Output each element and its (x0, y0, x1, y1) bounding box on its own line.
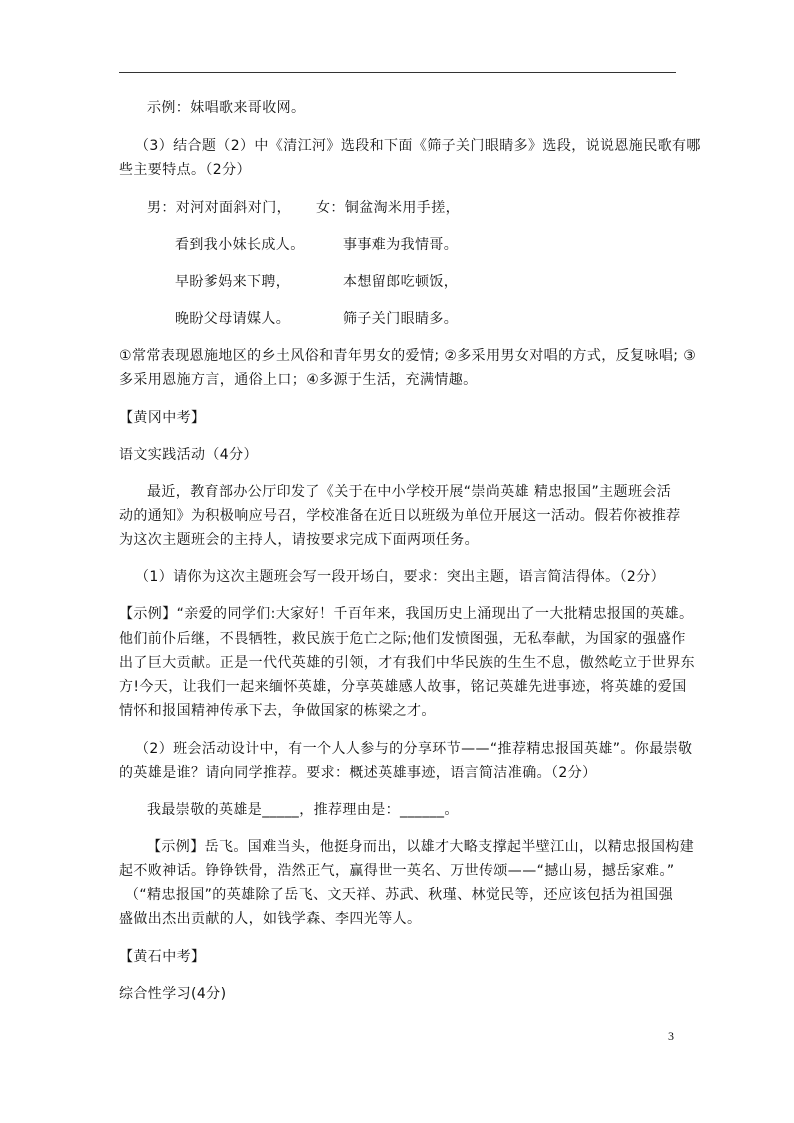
text-line: 的英雄是谁？请向同学推荐。要求：概述英雄事迹，语言简洁准确。（2分） (119, 765, 597, 781)
text-line: 综合性学习(4分) (119, 986, 227, 1002)
text-line: 多采用恩施方言，通俗上口；④多源于生活，充满情趣。 (119, 372, 478, 388)
poem-line-female: 筛子关门眼睛多。 (343, 311, 459, 327)
text-line: 【示例】“亲爱的同学们:大家好！千百年来，我国历史上涌现出了一大批精忠报国的英雄。 (119, 606, 694, 622)
text-line: 起不败神话。铮铮铁骨，浩然正气，赢得世一英名、万世传颂——“撼山易，撼岳家难。” (119, 863, 675, 879)
text-line: 盛做出杰出贡献的人，如钱学森、李四光等人。 (119, 911, 422, 927)
text-line: 【示例】岳飞。国难当头，他挺身而出，以雄才大略支撑起半壁江山，以精忠报国构建 (147, 839, 695, 855)
text-line: 情怀和报国精神传承下去，争做国家的栋梁之才。 (119, 703, 436, 719)
section-heading: 【黄石中考】 (119, 949, 206, 965)
poem-line-female: 本想留郎吃顿饭， (343, 274, 459, 290)
text-line: （2）班会活动设计中，有一个人人参与的分享环节——“推荐精忠报国英雄”。你最崇敬 (135, 741, 693, 757)
text-line: ①常常表现恩施地区的乡土风俗和青年男女的爱情; ②多采用男女对唱的方式，反复咏唱; ③ (119, 348, 697, 364)
text-line: 他们前仆后继，不畏牺牲，救民族于危亡之际;他们发愤图强，无私奉献，为国家的强盛作 (119, 631, 686, 647)
text-line: 出了巨大贡献。正是一代代英雄的引领，才有我们中华民族的生生不息，傲然屹立于世界东 (119, 655, 695, 671)
poem-line-male: 晚盼父母请媒人。 (175, 311, 291, 327)
text-line: 示例：妹唱歌来哥收网。 (147, 100, 306, 116)
text-line: 为这次主题班会的主持人，请按要求完成下面两项任务。 (119, 532, 479, 548)
text-line: 些主要特点。（2分） (119, 162, 251, 178)
page-number: 3 (668, 1029, 674, 1043)
poem-line-female: 女：铜盆淘米用手搓， (316, 200, 460, 216)
text-line: 最近，教育部办公厅印发了《关于在中小学校开展“崇尚英雄 精忠报国”主题班会活 (147, 484, 672, 500)
poem-line-male: 男：对河对面斜对门， (147, 200, 291, 216)
text-line: 方!今天，让我们一起来缅怀英雄，分享英雄感人故事，铭记英雄先进事迹，将英雄的爱国 (119, 679, 687, 695)
text-line: （“精忠报国”的英雄除了岳飞、文天祥、苏武、秋瑾、林觉民等，还应该包括为祖国强 (125, 887, 674, 903)
text-line: （3）结合题（2）中《清江河》选段和下面《筛子关门眼睛多》选段，说说恩施民歌有哪 (135, 138, 701, 154)
header-rule (119, 72, 676, 73)
poem-line-male: 早盼爹妈来下聘， (175, 274, 291, 290)
text-line: 语文实践活动（4分） (119, 447, 258, 463)
section-heading: 【黄冈中考】 (119, 410, 206, 426)
text-line: 我最崇敬的英雄是_____，推荐理由是：______。 (147, 802, 459, 818)
poem-line-female: 事事难为我情哥。 (343, 237, 459, 253)
poem-line-male: 看到我小妹长成人。 (175, 237, 305, 253)
text-line: （1）请你为这次主题班会写一段开场白，要求：突出主题，语言简洁得体。（2分） (135, 569, 666, 585)
text-line: 动的通知》为积极响应号召，学校准备在近日以班级为单位开展这一活动。假若你被推荐 (119, 508, 681, 524)
